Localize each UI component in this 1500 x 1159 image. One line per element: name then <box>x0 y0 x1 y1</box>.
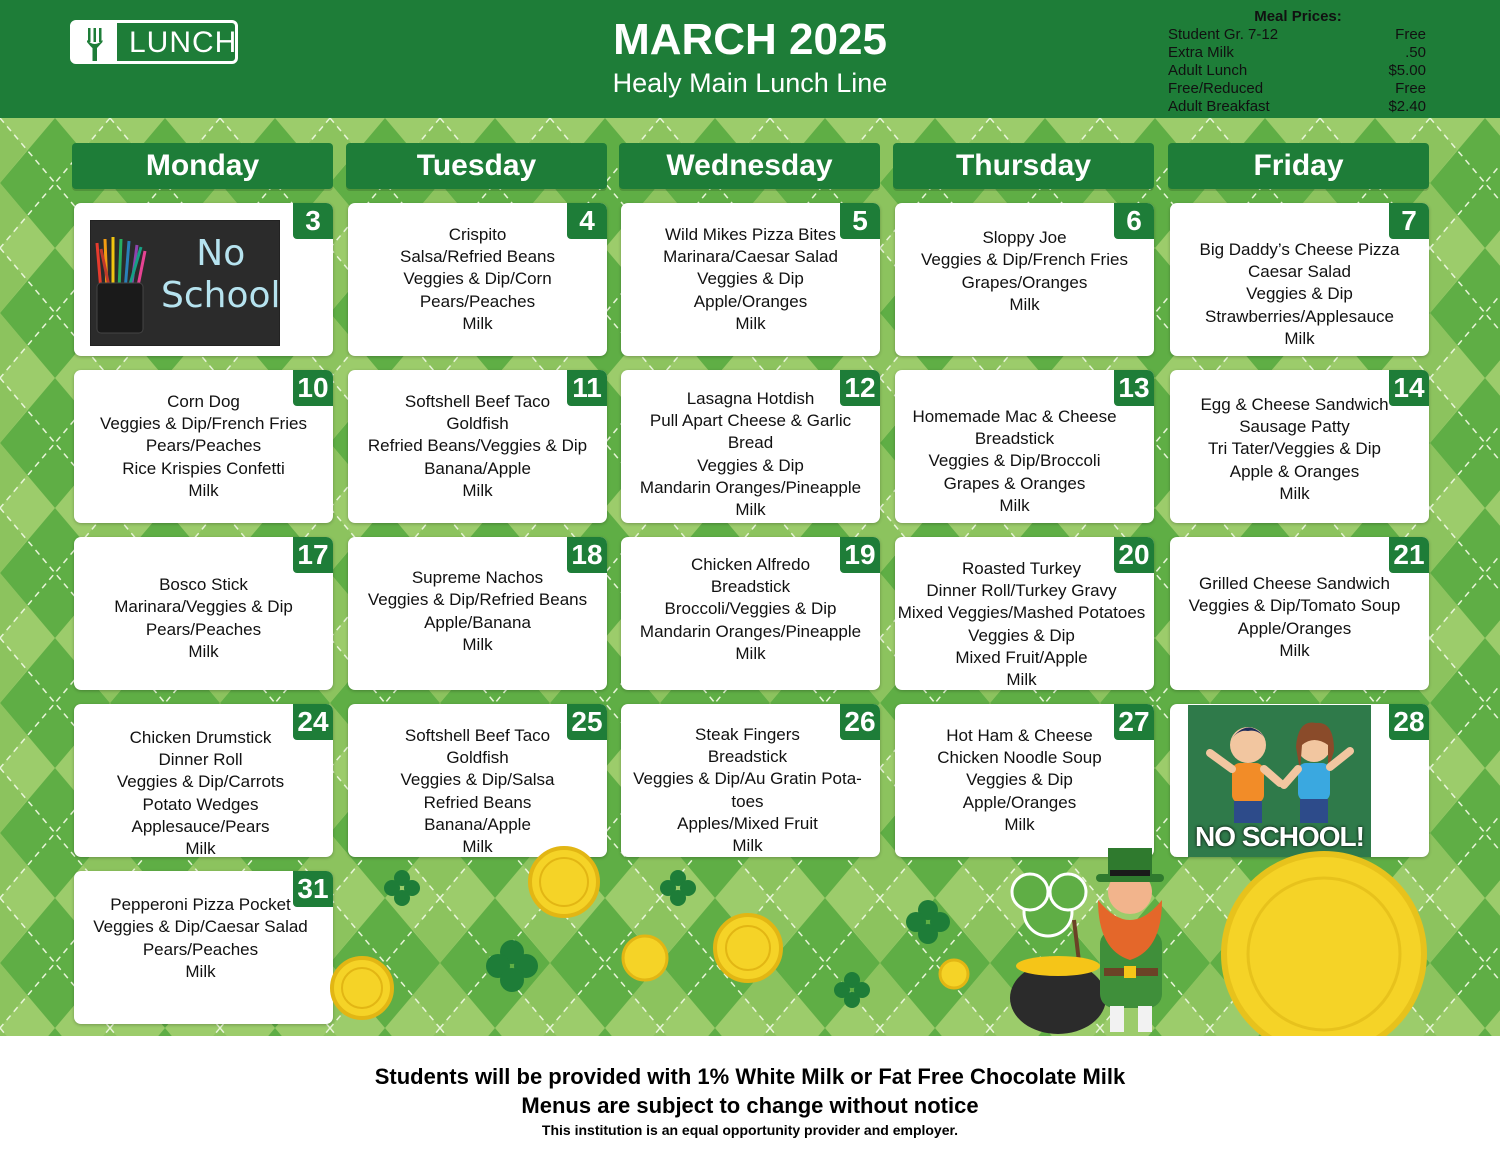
day-cell-5 <box>621 203 880 356</box>
day-cell-25 <box>348 704 607 857</box>
menu-item: Grapes/Oranges <box>961 272 1088 292</box>
menu-item: Pull Apart Cheese & Garlic <box>649 410 852 430</box>
menu-item: Dinner Roll/Turkey Gravy <box>926 580 1117 600</box>
date-number: 11 <box>567 370 607 406</box>
day-cell-20 <box>895 537 1154 690</box>
menu-item: Egg & Cheese Sandwich <box>1200 394 1389 414</box>
menu-item: Rice Krispies Confetti <box>122 458 285 478</box>
menu-item: Breadstick <box>974 429 1055 449</box>
menu-item: Dinner Roll <box>158 749 243 769</box>
menu-item: Big Daddy’s Cheese Pizza <box>1199 239 1400 259</box>
gold-coin-icon <box>715 915 781 981</box>
menu-item: Bread <box>727 433 774 453</box>
menu-item: Goldfish <box>446 414 509 434</box>
menu-item: Veggies & Dip <box>1246 284 1353 304</box>
day-cell-14 <box>1170 370 1429 523</box>
date-number: 18 <box>567 537 607 573</box>
menu-item: Breadstick <box>707 746 788 766</box>
page-subtitle: Healy Main Lunch Line <box>612 68 888 98</box>
day-cell-12 <box>621 370 880 523</box>
menu-item: Veggies & Dip/Au Gratin Pota- <box>633 769 862 789</box>
date-number: 13 <box>1114 370 1154 406</box>
date-number: 5 <box>840 203 880 239</box>
menu-item: Refried Beans/Veggies & Dip <box>367 436 588 456</box>
menu-item: Veggies & Dip/Refried Beans <box>367 590 588 610</box>
menu-item: Milk <box>1006 670 1037 690</box>
price-row <box>1168 26 1426 44</box>
menu-item: Veggies & Dip <box>966 770 1073 790</box>
menu-item: Milk <box>1279 640 1310 660</box>
menu-item: Milk <box>185 839 216 857</box>
menu-item: Veggies & Dip <box>968 625 1075 645</box>
menu-item: Marinara/Caesar Salad <box>663 247 838 267</box>
menu-item: Milk <box>188 480 219 500</box>
no-school-chalkboard-image <box>90 220 280 346</box>
day-header-tuesday: Tuesday <box>346 143 607 189</box>
menu-item: Apple/Banana <box>424 612 531 632</box>
menu-item: Milk <box>462 634 493 654</box>
menu-item: Roasted Turkey <box>961 558 1082 578</box>
day-cell-10 <box>74 370 333 523</box>
menu-item: Banana/Apple <box>424 458 531 478</box>
menu-item: Milk <box>462 837 493 857</box>
menu-item: Mixed Fruit/Apple <box>955 647 1088 667</box>
price-value: $5.00 <box>1388 62 1426 79</box>
menu-item: Veggies & Dip/French Fries <box>921 250 1128 270</box>
page-title: MARCH 2025 <box>613 15 887 64</box>
price-value: $2.40 <box>1388 98 1426 115</box>
day-cell-11 <box>348 370 607 523</box>
date-number: 24 <box>293 704 333 740</box>
date-number: 12 <box>840 370 880 406</box>
menu-item: Veggies & Dip/Corn <box>403 269 552 289</box>
price-row <box>1168 98 1426 116</box>
no-school-chalk-text: No School <box>161 233 281 316</box>
meal-prices-title: Meal Prices: <box>1254 8 1342 25</box>
menu-item: Grapes & Oranges <box>943 473 1086 493</box>
menu-item: Wild Mikes Pizza Bites <box>665 224 836 244</box>
menu-item: toes <box>731 791 764 811</box>
price-value: Free <box>1395 80 1426 97</box>
day-cell-3 <box>74 203 333 356</box>
menu-item: Milk <box>735 643 766 663</box>
menu-item: Grilled Cheese Sandwich <box>1199 573 1390 593</box>
menu-item: Veggies & Dip <box>697 455 804 475</box>
date-number: 3 <box>293 203 333 239</box>
day-cell-6 <box>895 203 1154 356</box>
day-cell-17 <box>74 537 333 690</box>
date-number: 21 <box>1389 537 1429 573</box>
date-number: 25 <box>567 704 607 740</box>
menu-item: Milk <box>462 313 493 333</box>
menu-item: Supreme Nachos <box>411 567 544 587</box>
price-label: Extra Milk <box>1168 44 1234 61</box>
menu-item: Milk <box>188 641 219 661</box>
menu-item: Pepperoni Pizza Pocket <box>110 894 291 914</box>
header-banner <box>0 0 1500 118</box>
price-label: Adult Lunch <box>1168 62 1248 79</box>
day-cell-24 <box>74 704 333 857</box>
menu-item: Apple/Oranges <box>1237 618 1352 638</box>
menu-item: Strawberries/Applesauce <box>1205 306 1394 326</box>
date-number: 4 <box>567 203 607 239</box>
menu-item: Applesauce/Pears <box>131 816 270 836</box>
menu-item: Pears/Peaches <box>145 619 262 639</box>
pencil-cup-icon <box>91 221 161 345</box>
menu-item: Corn Dog <box>167 391 240 411</box>
price-label: Adult Breakfast <box>1168 98 1270 115</box>
menu-item: Milk <box>1284 328 1315 348</box>
menu-item: Chicken Alfredo <box>690 554 811 574</box>
menu-item: Milk <box>732 836 763 856</box>
menu-item: Softshell Beef Taco <box>404 725 551 745</box>
date-number: 20 <box>1114 537 1154 573</box>
menu-item: Veggies & Dip/French Fries <box>100 414 307 434</box>
menu-item: Lasagna Hotdish <box>686 388 815 408</box>
price-label: Student Gr. 7-12 <box>1168 26 1279 43</box>
menu-item: Pears/Peaches <box>142 939 259 959</box>
day-header-thursday: Thursday <box>893 143 1154 189</box>
menu-item: Salsa/Refried Beans <box>400 247 555 267</box>
menu-item: Softshell Beef Taco <box>404 391 551 411</box>
meal-prices <box>1168 8 1426 116</box>
menu-item: Steak Fingers <box>695 724 800 744</box>
menu-item: Chicken Noodle Soup <box>937 748 1102 768</box>
gold-coin-icon <box>332 958 392 1018</box>
logo-text: LUNCH <box>129 26 238 59</box>
day-cell-26 <box>621 704 880 857</box>
date-number: 31 <box>293 871 333 907</box>
menu-item: Tri Tater/Veggies & Dip <box>1208 439 1381 459</box>
gold-coin-icon <box>940 960 968 988</box>
menu-item: Milk <box>1009 294 1040 314</box>
day-header-friday: Friday <box>1168 143 1429 189</box>
shamrock-icon <box>906 900 950 944</box>
no-school-banner-text: NO SCHOOL! <box>1195 821 1364 852</box>
menu-item: Apple/Oranges <box>693 291 808 311</box>
price-value: Free <box>1395 26 1426 43</box>
st-patricks-decorations <box>330 840 1500 1036</box>
price-row <box>1168 80 1426 98</box>
menu-item: Pears/Peaches <box>145 436 262 456</box>
menu-item: Marinara/Veggies & Dip <box>114 597 293 617</box>
menu-item: Veggies & Dip <box>697 269 804 289</box>
shamrock-icon <box>486 940 538 992</box>
menu-item: Veggies & Dip/Salsa <box>400 770 555 790</box>
date-number: 14 <box>1389 370 1429 406</box>
menu-item: Veggies & Dip/Carrots <box>116 772 285 792</box>
date-number: 17 <box>293 537 333 573</box>
price-row <box>1168 62 1426 80</box>
date-number: 27 <box>1114 704 1154 740</box>
menu-item: Mandarin Oranges/Pineapple <box>639 621 862 641</box>
menu-item: Refried Beans <box>423 792 532 812</box>
day-cell-31 <box>74 871 333 1024</box>
menu-item: Milk <box>735 313 766 333</box>
menu-item: Milk <box>999 495 1030 515</box>
menu-item: Veggies & Dip/Caesar Salad <box>93 917 308 937</box>
menu-item: Pears/Peaches <box>419 291 536 311</box>
menu-item: Sausage Patty <box>1239 417 1350 437</box>
day-header-wednesday: Wednesday <box>619 143 880 189</box>
menu-item: Breadstick <box>710 577 791 597</box>
price-label: Free/Reduced <box>1168 80 1264 97</box>
day-cell-7 <box>1170 203 1429 356</box>
date-number: 19 <box>840 537 880 573</box>
menu-item: Chicken Drumstick <box>129 727 272 747</box>
day-cell-21 <box>1170 537 1429 690</box>
menu-item: Bosco Stick <box>159 574 248 594</box>
menu-item: Crispito <box>448 224 507 244</box>
footer <box>0 1036 1500 1159</box>
gold-coin-icon <box>623 936 667 980</box>
date-number: 26 <box>840 704 880 740</box>
menu-item: Apple & Oranges <box>1229 461 1360 481</box>
menu-item: Sloppy Joe <box>982 228 1067 247</box>
menu-item: Banana/Apple <box>424 814 531 834</box>
menu-item: Milk <box>1004 814 1035 834</box>
price-row <box>1168 44 1426 62</box>
menu-item: Apples/Mixed Fruit <box>677 813 818 833</box>
date-number: 28 <box>1389 704 1429 740</box>
footer-change-note: Menus are subject to change without notice <box>521 1093 979 1118</box>
footer-milk-note: Students will be provided with 1% White Milk or Fat Free Chocolate Milk <box>374 1064 1126 1089</box>
menu-item: Veggies & Dip/Tomato Soup <box>1188 596 1401 616</box>
menu-item: Goldfish <box>446 747 509 767</box>
date-number: 7 <box>1389 203 1429 239</box>
menu-item: Potato Wedges <box>142 794 259 814</box>
footer-equal-opportunity: This institution is an equal opportunity provider and employer. <box>541 1122 959 1138</box>
date-number: 6 <box>1114 203 1154 239</box>
day-cell-28 <box>1170 704 1429 857</box>
no-school-kids-image <box>1188 705 1371 857</box>
day-cell-4 <box>348 203 607 356</box>
shamrock-icon <box>660 870 696 906</box>
menu-item: Hot Ham & Cheese <box>946 725 1093 745</box>
menu-item: Mixed Veggies/Mashed Potatoes <box>897 603 1146 623</box>
menu-item: Milk <box>462 480 493 500</box>
menu-item: Milk <box>735 500 766 520</box>
day-header-monday: Monday <box>72 143 333 189</box>
date-number: 10 <box>293 370 333 406</box>
menu-item: Apple/Oranges <box>962 792 1077 812</box>
day-cell-19 <box>621 537 880 690</box>
gold-coin-icon <box>1224 854 1424 1036</box>
day-cell-18 <box>348 537 607 690</box>
menu-item: Veggies & Dip/Broccoli <box>928 451 1101 471</box>
price-value: .50 <box>1405 44 1426 61</box>
menu-item: Milk <box>185 961 216 981</box>
menu-item: Mandarin Oranges/Pineapple <box>639 477 862 497</box>
day-cell-27 <box>895 704 1154 857</box>
shamrock-icon <box>384 870 420 906</box>
menu-item: Broccoli/Veggies & Dip <box>664 599 837 619</box>
leprechaun-icon <box>1010 848 1164 1034</box>
gold-coin-icon <box>530 848 598 916</box>
menu-item: Caesar Salad <box>1247 262 1351 282</box>
menu-item: Milk <box>1279 483 1310 503</box>
day-cell-13 <box>895 370 1154 523</box>
shamrock-icon <box>834 972 870 1008</box>
menu-item: Homemade Mac & Cheese <box>912 406 1117 426</box>
